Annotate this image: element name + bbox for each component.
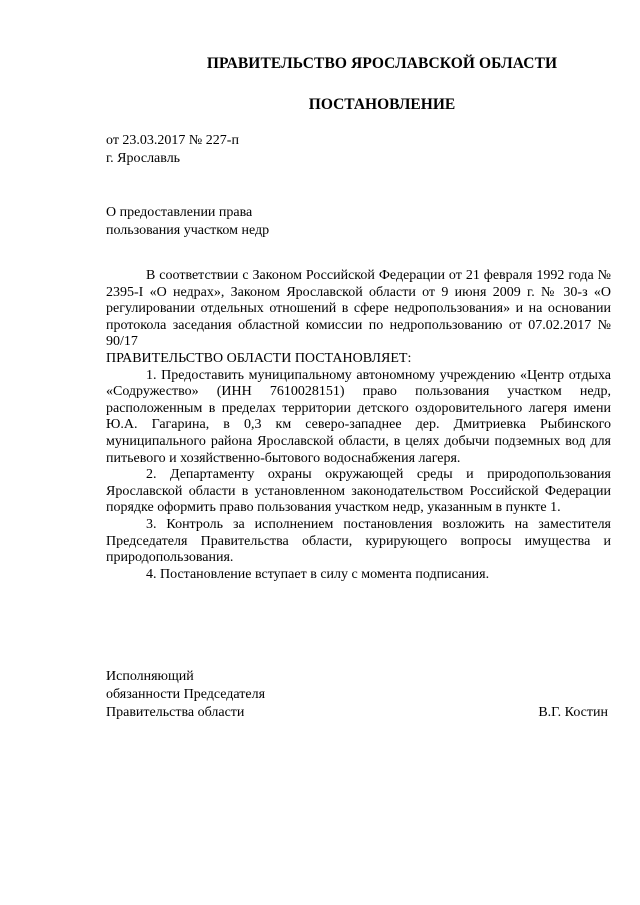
document-date-number: от 23.03.2017 № 227-п (106, 133, 239, 148)
signer-name: В.Г. Костин (538, 705, 608, 720)
organization-title: ПРАВИТЕЛЬСТВО ЯРОСЛАВСКОЙ ОБЛАСТИ (206, 55, 558, 72)
item-1-paragraph: 1. Предоставить муниципальному автономному учреждению «Центр отдыха «Содружество» (ИНН 7610028151) право пользования участком недр, расположенным в пределах территории детского оздоровительного лагеря имени Ю.А. Гагарина, в 0,3 км северо-западнее дер. Дмитриевка Рыбинского муниципального района Ярославской области, в целях добычи подземных вод для питьевого и хозяйственно-бытового водоснабжения лагеря. (106, 367, 611, 466)
signature-title-line-2: обязанности Председателя (106, 687, 266, 702)
document-city: г. Ярославль (106, 151, 181, 166)
document-type: ПОСТАНОВЛЕНИЕ (308, 96, 456, 113)
item-3-paragraph: 3. Контроль за исполнением постановления возложить на заместителя Председателя Правительства области, курирующего вопросы имущества и природопользования. (106, 516, 611, 566)
document-subject (106, 204, 269, 240)
signature-title-line-3: Правительства области (106, 705, 245, 720)
document-body (106, 268, 611, 583)
subject-line-2: пользования участком недр (106, 223, 270, 238)
preamble-paragraph: В соответствии с Законом Российской Федерации от 21 февраля 1992 года № 2395-I «О недрах», Законом Ярославской области от 9 июня 2009 г. № 30-з «О регулировании отдельных отношений в сфере недропользования» и на основании протокола заседания областной комиссии по недропользованию от 07.02.2017 № 90/17 (106, 268, 611, 350)
decree-line: ПРАВИТЕЛЬСТВО ОБЛАСТИ ПОСТАНОВЛЯЕТ: (106, 350, 412, 366)
subject-line-1: О предоставлении права (106, 205, 253, 220)
signature-title-line-1: Исполняющий (106, 669, 194, 684)
item-2-paragraph: 2. Департаменту охраны окружающей среды и природопользования Ярославской области в установленном законодательством Российской Федерации порядке оформить право пользования участком недр, указанным в пункте 1. (106, 467, 611, 516)
item-4-paragraph: 4. Постановление вступает в силу с момента подписания. (146, 566, 490, 582)
signature-block (106, 668, 265, 722)
